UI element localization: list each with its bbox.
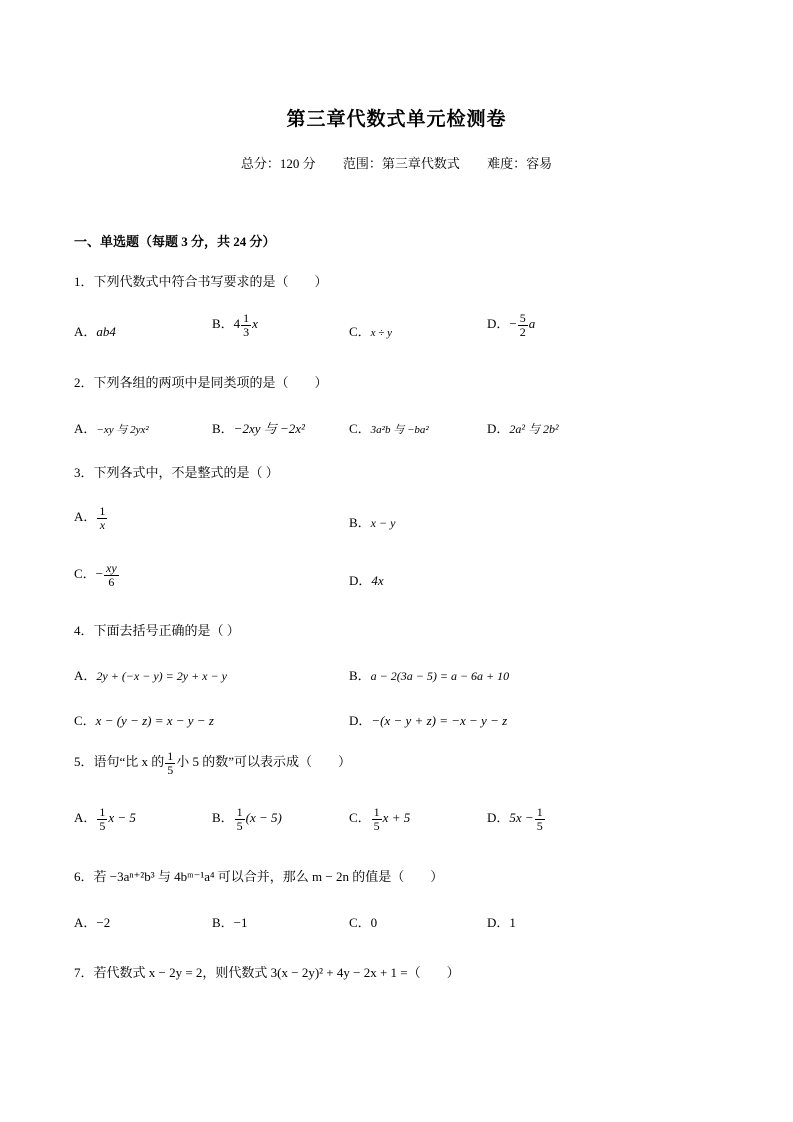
- q2-b-label: B．: [212, 421, 234, 436]
- question-3-stem: 3．下列各式中，不是整式的是（ ）: [74, 465, 279, 480]
- question-7-stem: 7．若代数式 x − 2y = 2，则代数式 3(x − 2y)² + 4y − 2x + 1 =（ ）: [74, 965, 460, 980]
- q1-d-label: D．: [487, 316, 510, 332]
- q5-option-a: [74, 806, 136, 832]
- q5-c-frac: [372, 806, 382, 832]
- q3-a-num: 1: [99, 504, 106, 518]
- q3-a-den: x: [99, 517, 106, 532]
- q1-b-den: 3: [243, 324, 250, 339]
- q3-c-sign: −: [95, 566, 104, 582]
- q4-option-c: [74, 710, 214, 729]
- q5-b-num: 1: [236, 805, 243, 819]
- q3-option-b: [349, 512, 395, 531]
- difficulty: 难度：容易: [487, 156, 553, 171]
- q1-d-var: a: [528, 316, 536, 332]
- q3-d-expr: 4x: [371, 573, 384, 588]
- q4-d-label: D．: [349, 713, 372, 728]
- q2-a-label: A．: [74, 421, 97, 436]
- q1-d-frac: [518, 312, 528, 338]
- question-1-stem: 1．下列代数式中符合书写要求的是（ ）: [74, 274, 328, 289]
- q5-a-den: 5: [99, 818, 106, 833]
- question-4-stem: 4．下面去括号正确的是（ ）: [74, 623, 240, 638]
- q4-a-expr: 2y + (−x − y) = 2y + x − y: [96, 669, 227, 683]
- q2-option-a: [74, 418, 149, 437]
- question-6-stem: 6．若 −3aⁿ⁺²b³ 与 4bᵐ⁻¹a⁴ 可以合并，那么 m − 2n 的值是（ ）: [74, 869, 444, 884]
- q3-c-num: xy: [106, 561, 117, 575]
- q5-stem-frac: [165, 750, 175, 776]
- q5-d-num: 1: [536, 805, 543, 819]
- q6-option-a: A．−2: [74, 915, 111, 930]
- q5-a-label: A．: [74, 810, 97, 826]
- q2-c-label: C．: [349, 421, 371, 436]
- q1-a-label: A．: [74, 324, 97, 339]
- q2-option-c: [349, 418, 429, 437]
- q1-b-frac: [241, 312, 251, 338]
- q1-a-expr: ab4: [96, 324, 116, 339]
- q4-c-expr: x − (y − z) = x − y − z: [95, 713, 214, 728]
- q6-option-b: B．−1: [212, 915, 248, 930]
- q5-d-den: 5: [536, 818, 543, 833]
- q3-c-frac: [104, 562, 119, 588]
- q5-d-frac: [535, 806, 545, 832]
- q5-stem-post: 小 5 的数”可以表示成（ ）: [176, 754, 352, 770]
- q2-option-d: [487, 418, 559, 437]
- total-score: 总分：120 分: [240, 156, 316, 171]
- q1-d-num: 5: [519, 311, 526, 325]
- q5-c-den: 5: [373, 818, 380, 833]
- q4-b-expr: a − 2(3a − 5) = a − 6a + 10: [370, 669, 510, 683]
- q6-option-c: C．0: [349, 915, 378, 930]
- q1-b-label: B．: [212, 316, 234, 332]
- q3-b-label: B．: [349, 515, 371, 530]
- q4-a-label: A．: [74, 668, 97, 683]
- q5-b-den: 5: [236, 818, 243, 833]
- q5-stem-pre: 5．语句“比 x 的: [74, 754, 165, 770]
- q5-option-b: [212, 806, 282, 832]
- q1-option-d: [487, 312, 535, 338]
- q5-a-tail: x − 5: [108, 810, 136, 826]
- q1-option-b: [212, 312, 258, 338]
- question-5-stem: [74, 750, 351, 776]
- q4-option-b: [349, 665, 509, 684]
- q1-d-sign: −: [509, 316, 517, 332]
- q3-d-label: D．: [349, 573, 372, 588]
- q5-c-label: C．: [349, 810, 371, 826]
- q2-option-b: [212, 418, 305, 437]
- q4-option-a: [74, 665, 227, 684]
- q5-b-label: B．: [212, 810, 234, 826]
- q5-a-num: 1: [99, 805, 106, 819]
- q5-stem-den: 5: [167, 762, 174, 777]
- q3-a-label: A．: [74, 509, 97, 525]
- section-heading: 一、单选题（每题 3 分，共 24 分）: [74, 234, 276, 249]
- q6-option-d: D．1: [487, 915, 516, 930]
- q1-c-expr: x ÷ y: [370, 327, 392, 339]
- exam-range: 范围：第三章代数式: [342, 156, 460, 171]
- q4-d-expr: −(x − y + z) = −x − y − z: [371, 713, 508, 728]
- q3-c-den: 6: [108, 574, 115, 589]
- q1-b-num: 1: [243, 311, 250, 325]
- q5-a-frac: [97, 806, 107, 832]
- q2-b-expr: −2xy 与 −2x²: [233, 421, 305, 436]
- q2-a-expr: −xy 与 2yx²: [96, 424, 149, 436]
- q5-option-c: [349, 806, 410, 832]
- q5-b-frac: [235, 806, 245, 832]
- q1-c-label: C．: [349, 324, 371, 339]
- q5-d-head: 5x −: [509, 810, 534, 826]
- q5-stem-num: 1: [167, 749, 174, 763]
- q5-b-tail: (x − 5): [245, 810, 282, 826]
- q5-d-label: D．: [487, 810, 510, 826]
- q4-option-d: [349, 710, 507, 729]
- q5-c-tail: x + 5: [382, 810, 411, 826]
- q5-option-d: [487, 806, 546, 832]
- q5-c-num: 1: [373, 805, 380, 819]
- question-2-stem: 2．下列各组的两项中是同类项的是（ ）: [74, 375, 328, 390]
- q3-a-frac: [97, 505, 107, 531]
- q3-option-c: [74, 562, 120, 588]
- q1-d-den: 2: [519, 324, 526, 339]
- q1-option-c: [349, 321, 392, 340]
- q2-d-expr: 2a² 与 2b²: [509, 422, 559, 436]
- q3-c-label: C．: [74, 566, 96, 582]
- q3-option-d: [349, 570, 384, 589]
- page-title: 第三章代数式单元检测卷: [286, 109, 507, 130]
- q2-c-expr: 3a²b 与 −ba²: [370, 424, 429, 436]
- q2-d-label: D．: [487, 421, 510, 436]
- q4-c-label: C．: [74, 713, 96, 728]
- q3-option-a: [74, 505, 108, 531]
- exam-meta: [0, 153, 793, 172]
- q1-b-whole: 4: [233, 316, 241, 332]
- q1-option-a: [74, 321, 116, 340]
- q1-b-var: x: [252, 316, 258, 332]
- q4-b-label: B．: [349, 668, 371, 683]
- q3-b-expr: x − y: [370, 516, 396, 530]
